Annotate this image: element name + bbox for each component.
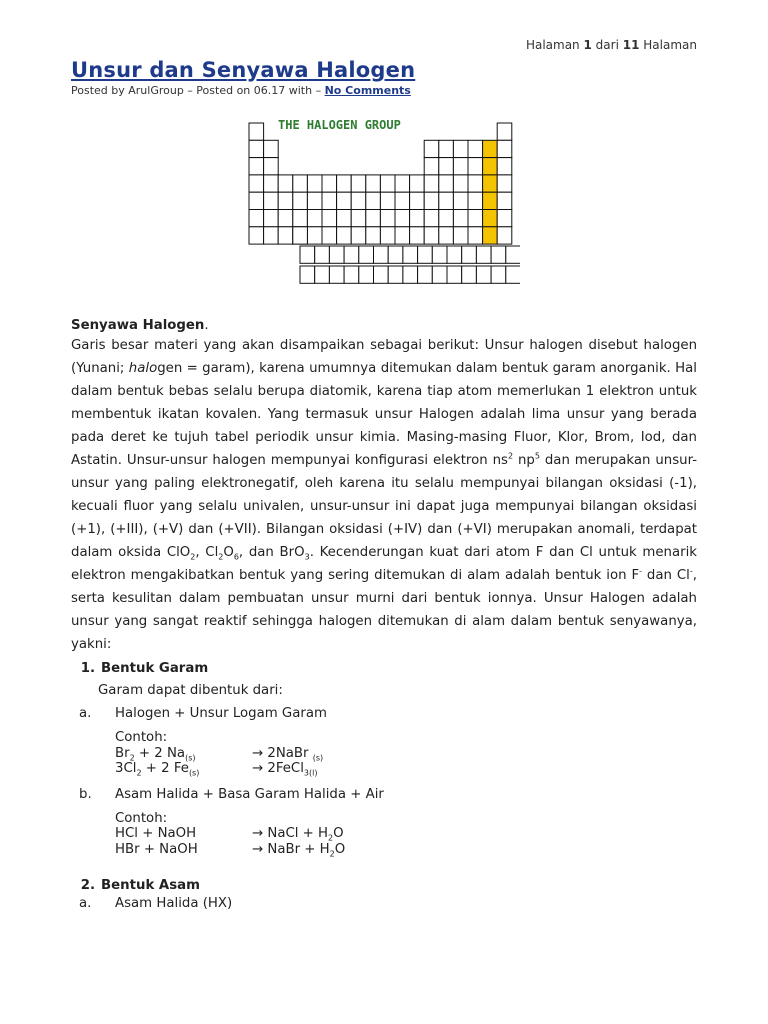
periodic-cell <box>351 192 366 209</box>
periodic-cell <box>424 158 439 175</box>
list-number: 2. <box>80 878 95 893</box>
para-sub: 2 <box>218 552 224 562</box>
periodic-cell <box>447 246 462 263</box>
sub-item-text: Halogen + Unsur Logam Garam <box>115 706 327 721</box>
periodic-cell <box>322 227 337 244</box>
periodic-cell <box>307 175 322 192</box>
halogen-cell <box>483 140 498 157</box>
sub-item-letter: b. <box>79 786 92 802</box>
periodic-cell <box>418 246 433 263</box>
eq-sub: (s) <box>312 753 324 763</box>
periodic-cell <box>344 246 359 263</box>
periodic-cell <box>453 227 468 244</box>
eq-part: → 2NaBr <box>252 745 313 761</box>
eq-part: Br <box>115 745 130 761</box>
equation-rhs <box>252 826 344 842</box>
intro-paragraph <box>71 334 697 656</box>
periodic-cell <box>410 210 425 227</box>
equation-rhs <box>252 746 323 762</box>
list-heading-text: Bentuk Asam <box>101 878 200 893</box>
periodic-cell <box>468 140 483 157</box>
periodic-cell <box>424 227 439 244</box>
sub-item-text: Asam Halida + Basa Garam Halida + Air <box>115 786 384 802</box>
periodic-cell <box>307 192 322 209</box>
periodic-cell <box>439 175 454 192</box>
periodic-cell <box>337 227 352 244</box>
periodic-cell <box>337 210 352 227</box>
periodic-cell <box>497 123 512 140</box>
para-text: , Cl <box>195 545 219 560</box>
periodic-cell <box>293 175 308 192</box>
periodic-cell <box>380 175 395 192</box>
periodic-cell <box>439 192 454 209</box>
sub-item-asam-a <box>71 895 697 912</box>
periodic-cell <box>366 227 381 244</box>
eq-sub: 2 <box>136 768 142 778</box>
eq-sub: 2 <box>328 833 334 843</box>
figure-caption: THE HALOGEN GROUP <box>278 118 401 132</box>
periodic-cell <box>337 175 352 192</box>
page-header-suffix: Halaman <box>643 38 697 52</box>
eq-part: O <box>333 826 344 841</box>
periodic-cell <box>329 266 344 283</box>
periodic-cell <box>366 175 381 192</box>
example-block-b <box>71 811 697 858</box>
periodic-cell <box>410 192 425 209</box>
periodic-cell <box>395 175 410 192</box>
periodic-cell <box>439 227 454 244</box>
periodic-cell <box>447 266 462 283</box>
equation-lhs <box>115 746 252 762</box>
para-text: , dan BrO <box>238 545 305 560</box>
sub-item-b <box>71 783 697 807</box>
periodic-cell <box>366 210 381 227</box>
periodic-cell <box>439 210 454 227</box>
eq-part: 3Cl <box>115 761 137 776</box>
periodic-cell <box>491 266 506 283</box>
periodic-cell <box>293 210 308 227</box>
article-content <box>71 318 697 912</box>
para-text: , serta kesulitan dalam pembuatan unsur murni dari bentuk ionnya. Unsur Halogen adalah unsur yang sangat reaktif sehingga halogen ditemukan di alam dalam bentuk senyawanya, yakni: <box>71 568 697 652</box>
page-header <box>526 38 697 52</box>
periodic-cell <box>468 175 483 192</box>
example-label: Contoh: <box>115 810 168 826</box>
periodic-cell <box>300 246 315 263</box>
eq-sub: (s) <box>185 753 196 763</box>
periodic-cell <box>315 266 330 283</box>
periodic-cell <box>403 246 418 263</box>
list-intro: Garam dapat dibentuk dari: <box>98 683 283 698</box>
section-heading-text: Senyawa Halogen <box>71 318 205 333</box>
periodic-cell <box>497 140 512 157</box>
periodic-cell <box>366 192 381 209</box>
periodic-cell <box>424 140 439 157</box>
periodic-cell <box>453 210 468 227</box>
periodic-cell <box>453 158 468 175</box>
periodic-cell <box>468 158 483 175</box>
periodic-cell <box>497 175 512 192</box>
para-sup: 2 <box>507 451 514 461</box>
meta-text: Posted by ArulGroup – Posted on 06.17 with – <box>71 84 322 97</box>
periodic-cell <box>432 246 447 263</box>
periodic-cell <box>468 227 483 244</box>
periodic-cell <box>249 175 264 192</box>
example-block-a <box>71 730 697 777</box>
para-text: O <box>223 545 234 560</box>
periodic-cell <box>293 227 308 244</box>
periodic-cell <box>395 192 410 209</box>
periodic-cell <box>439 158 454 175</box>
eq-part: → 2FeCl <box>252 761 304 776</box>
periodic-cell <box>468 192 483 209</box>
equation-rhs <box>252 761 317 777</box>
halogen-group-periodic-table <box>248 117 520 287</box>
periodic-cell <box>264 192 279 209</box>
periodic-cell <box>278 227 293 244</box>
periodic-cell <box>278 192 293 209</box>
para-sub: 6 <box>233 552 239 562</box>
eq-part: + 2 Fe <box>141 761 189 776</box>
equation-row <box>115 761 697 777</box>
periodic-cell <box>344 266 359 283</box>
periodic-cell <box>468 210 483 227</box>
periodic-cell <box>249 192 264 209</box>
equation-rhs <box>252 842 345 858</box>
periodic-cell <box>249 123 264 140</box>
para-text: np <box>513 453 535 468</box>
halogen-cell <box>483 192 498 209</box>
periodic-cell <box>374 246 389 263</box>
para-sub: 2 <box>190 552 196 562</box>
sub-item-letter: a. <box>79 896 92 911</box>
equation-lhs: HCl + NaOH <box>115 826 197 841</box>
comments-link[interactable]: No Comments <box>324 84 411 97</box>
periodic-cell <box>497 158 512 175</box>
periodic-cell <box>264 140 279 157</box>
periodic-cell <box>264 175 279 192</box>
periodic-cell <box>359 266 374 283</box>
periodic-cell <box>374 266 389 283</box>
periodic-cell <box>497 227 512 244</box>
periodic-cell <box>380 227 395 244</box>
periodic-cell <box>453 192 468 209</box>
sub-item-text: Asam Halida (HX) <box>115 896 233 911</box>
periodic-cell <box>337 192 352 209</box>
periodic-cell <box>307 210 322 227</box>
list-heading-text: Bentuk Garam <box>101 661 209 676</box>
periodic-cell <box>462 266 477 283</box>
example-label: Contoh: <box>115 730 168 745</box>
sub-item-letter: a. <box>79 706 92 721</box>
halogen-cell <box>483 227 498 244</box>
para-italic: halo <box>128 361 158 376</box>
periodic-cell <box>424 210 439 227</box>
periodic-cell <box>497 210 512 227</box>
list-heading-asam <box>71 877 697 895</box>
sub-item-a <box>71 702 697 726</box>
para-text: dan Cl <box>642 568 690 583</box>
halogen-cell <box>483 158 498 175</box>
periodic-cell <box>293 192 308 209</box>
periodic-cell <box>322 175 337 192</box>
list-heading-garam <box>71 658 697 680</box>
periodic-cell <box>418 266 433 283</box>
periodic-cell <box>380 192 395 209</box>
periodic-cell <box>264 210 279 227</box>
page-current: 1 <box>583 38 592 52</box>
periodic-cell <box>491 246 506 263</box>
periodic-cell <box>506 266 520 283</box>
periodic-cell <box>351 227 366 244</box>
para-sup: - <box>689 566 693 576</box>
para-text: gen = garam), karena umumnya ditemukan dalam bentuk garam anorganik. Hal dalam bentuk bebas selalu berupa diatomik, karena tiap atom memerlukan 1 elektron untuk membentuk ikatan kovalen. Yang termasuk unsur Halogen adalah lima unsur yang berada pada deret ke tujuh tabel periodik unsur kimia. Masing-masing Fluor, Klor, Brom, Iod, dan Astatin. Unsur-unsur halogen mempunyai konfigurasi elektron ns <box>71 361 697 468</box>
para-sup: - <box>639 566 642 576</box>
halogen-cell <box>483 210 498 227</box>
equation-row <box>115 842 697 858</box>
equation-row <box>115 826 697 842</box>
para-text: . Kecenderungan kuat dari atom F dan Cl untuk menarik elektron mengakibatkan bentuk yang sering ditemukan di alam adalah bentuk ion F <box>71 545 697 583</box>
periodic-cell <box>249 140 264 157</box>
periodic-cell <box>380 210 395 227</box>
periodic-cell <box>476 266 491 283</box>
periodic-cell <box>424 192 439 209</box>
periodic-cell <box>249 210 264 227</box>
equation-lhs: HBr + NaOH <box>115 841 198 857</box>
periodic-cell <box>307 227 322 244</box>
eq-part: O <box>334 841 346 857</box>
periodic-cell <box>497 192 512 209</box>
periodic-cell <box>322 192 337 209</box>
page-header-middle: dari <box>595 38 619 52</box>
eq-part: → NaCl + H <box>252 826 329 841</box>
periodic-cell <box>278 175 293 192</box>
article-title[interactable]: Unsur dan Senyawa Halogen <box>71 58 416 82</box>
periodic-cell <box>300 266 315 283</box>
equation-lhs <box>115 761 252 777</box>
para-sub: 3 <box>304 552 310 562</box>
periodic-cell <box>403 266 418 283</box>
equation-row <box>115 746 697 762</box>
periodic-cell <box>439 140 454 157</box>
page-total: 11 <box>622 38 640 52</box>
eq-sub: 3(l) <box>303 768 318 778</box>
periodic-cell <box>410 175 425 192</box>
para-sup: 5 <box>534 451 540 461</box>
periodic-cell <box>278 210 293 227</box>
periodic-cell <box>351 175 366 192</box>
periodic-cell <box>453 140 468 157</box>
periodic-cell <box>329 246 344 263</box>
periodic-cell <box>264 227 279 244</box>
periodic-cell <box>424 175 439 192</box>
article-meta <box>71 84 411 97</box>
eq-sub: (s) <box>188 768 200 778</box>
periodic-cell <box>264 158 279 175</box>
page-header-prefix: Halaman <box>525 38 580 52</box>
periodic-cell <box>249 158 264 175</box>
periodic-cell <box>359 246 374 263</box>
periodic-cell <box>410 227 425 244</box>
periodic-cell <box>476 246 491 263</box>
para-text: Garis besar materi yang akan disampaikan sebagai berikut: Unsur halogen disebut halogen (Yunani; <box>71 338 697 376</box>
periodic-cell <box>395 227 410 244</box>
section-heading: Senyawa Halogen. <box>71 318 209 333</box>
periodic-cell <box>453 175 468 192</box>
periodic-cell <box>432 266 447 283</box>
periodic-cell <box>388 246 403 263</box>
para-text: dan merupakan unsur-unsur yang paling elektronegatif, oleh karena itu selalu mempunyai bilangan oksidasi (-1), kecuali fluor yang selalu univalen, unsur-unsur ini dapat juga mempunyai bilangan oksidasi (+1), (+III), (+V) dan (+VII). Bilangan oksidasi (+IV) dan (+VI) merupakan anomali, terdapat dalam oksida ClO <box>71 453 697 560</box>
list-number: 1. <box>80 661 95 676</box>
eq-sub: 2 <box>329 849 335 859</box>
periodic-cell <box>249 227 264 244</box>
periodic-cell <box>351 210 366 227</box>
halogen-cell <box>483 175 498 192</box>
periodic-cell <box>506 246 520 263</box>
eq-part: + 2 Na <box>134 745 186 761</box>
periodic-cell <box>322 210 337 227</box>
periodic-cell <box>315 246 330 263</box>
periodic-cell <box>388 266 403 283</box>
periodic-cell <box>395 210 410 227</box>
periodic-cell <box>462 246 477 263</box>
eq-part: → NaBr + H <box>252 841 330 857</box>
eq-sub: 2 <box>129 753 135 763</box>
